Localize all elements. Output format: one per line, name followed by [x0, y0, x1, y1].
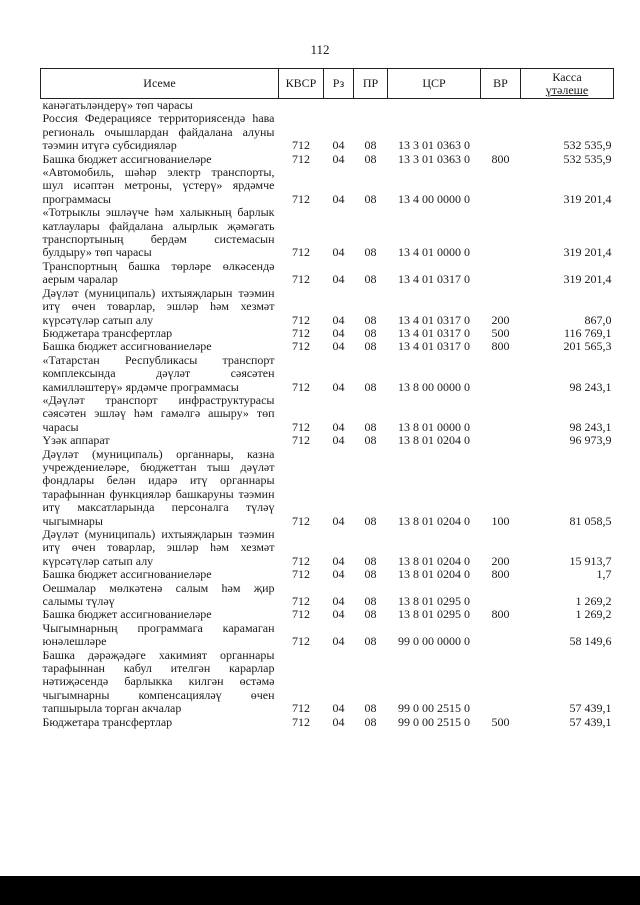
cell-pr: 08	[364, 567, 377, 582]
cell-pr: 08	[364, 312, 377, 327]
cell-vr	[481, 394, 521, 434]
cell-csr: 13 4 00 0000 0	[398, 191, 470, 206]
cell-csr	[388, 99, 481, 113]
cell-kvsr: 712	[292, 325, 310, 340]
cell-name: Башка бюджет ассигнованиеләре	[42, 567, 212, 582]
cell-amount: 319 201,4	[563, 245, 612, 260]
cell-kvsr: 712	[292, 312, 310, 327]
cell-vr	[481, 582, 521, 609]
cell-pr: 08	[364, 553, 377, 568]
cell-pr: 08	[364, 339, 377, 354]
cell-name: Башка бюджет ассигнованиеләре	[42, 151, 212, 166]
cell-vr	[481, 260, 521, 287]
cell-kvsr: 712	[292, 138, 310, 153]
cell-name: Оешмалар мөлкәтенә салым һәм җир салымы түләү	[42, 580, 275, 609]
cell-kvsr: 712	[292, 513, 310, 528]
table-row	[41, 206, 614, 260]
table-row	[41, 340, 614, 353]
cell-amount: 57 439,1	[569, 701, 612, 716]
table-header	[41, 69, 614, 99]
cell-rz: 04	[332, 151, 345, 166]
cell-amount: 201 565,3	[563, 339, 612, 354]
cell-amount: 58 149,6	[569, 634, 612, 649]
cell-vr: 500	[491, 714, 510, 729]
cell-rz: 04	[332, 379, 345, 394]
cell-name: Башка дәрәҗәдәге хакимият органнары тарафыннан кабул ителгән карарлар нәтиҗәсендә барлыкка килгән өстәмә чыгымнарны компенсацияләү өчен тапшырыла торган акчалар	[42, 647, 275, 716]
cell-vr: 500	[491, 325, 510, 340]
cell-csr: 13 4 01 0000 0	[398, 245, 470, 260]
cell-name: «Тотрыклы эшләүче һәм халыкның барлык катлаулары файдалана алырлык җәмәгать транспортының бердәм системасын булдыру» төп чарасы	[42, 205, 275, 260]
cell-csr: 99 0 00 2515 0	[398, 714, 470, 729]
cell-pr: 08	[364, 191, 377, 206]
cell-kvsr: 712	[292, 339, 310, 354]
cell-name: Бюджетара трансфертлар	[42, 325, 173, 340]
cell-vr	[481, 622, 521, 649]
cell-vr	[481, 99, 521, 113]
cell-csr: 99 0 00 0000 0	[398, 634, 470, 649]
cell-rz: 04	[332, 567, 345, 582]
cell-amount: 98 243,1	[569, 379, 612, 394]
cell-kvsr: 712	[292, 191, 310, 206]
cell-vr	[481, 206, 521, 260]
table-row	[41, 112, 614, 152]
cell-amount: 1 269,2	[575, 607, 612, 622]
cell-rz: 04	[332, 607, 345, 622]
cell-name: Дәүләт (муниципаль) органнары, казна учреждениеләре, бюджеттан тыш дәүләт фондлары белән идарә итү органнары тарафыннан функцияләр башкаруны тәэмин итү максатларында персоналга түләү чыгымнары	[42, 446, 275, 528]
cell-kvsr: 712	[292, 714, 310, 729]
table-row	[41, 448, 614, 528]
table-row	[41, 434, 614, 447]
table-row	[41, 394, 614, 434]
cell-rz: 04	[332, 419, 345, 434]
cell-vr: 200	[491, 312, 510, 327]
cell-rz	[324, 99, 354, 113]
cell-csr: 13 8 01 0204 0	[398, 433, 470, 448]
cell-rz: 04	[332, 634, 345, 649]
cell-csr: 13 3 01 0363 0	[398, 151, 470, 166]
cell-pr: 08	[364, 419, 377, 434]
cell-pr: 08	[364, 607, 377, 622]
column-header-kassa-line2: үтәлеше	[545, 82, 589, 97]
cell-pr	[354, 99, 388, 113]
cell-vr: 100	[491, 513, 510, 528]
cell-vr: 800	[491, 567, 510, 582]
column-header-name: Исеме	[41, 69, 279, 99]
cell-kvsr: 712	[292, 607, 310, 622]
cell-csr: 13 8 01 0000 0	[398, 419, 470, 434]
cell-rz: 04	[332, 594, 345, 609]
cell-name: Үзәк аппарат	[42, 433, 110, 448]
cell-vr	[481, 112, 521, 152]
cell-csr: 13 8 01 0204 0	[398, 553, 470, 568]
cell-pr: 08	[364, 433, 377, 448]
cell-name: Башка бюджет ассигнованиеләре	[42, 607, 212, 622]
cell-kvsr: 712	[292, 379, 310, 394]
table-row	[41, 608, 614, 621]
cell-name: канәгатьләндерү» төп чарасы	[42, 98, 193, 112]
cell-kvsr: 712	[292, 419, 310, 434]
table-row	[41, 99, 614, 113]
cell-vr	[481, 434, 521, 447]
table-row	[41, 354, 614, 394]
table-row	[41, 166, 614, 206]
cell-rz: 04	[332, 339, 345, 354]
cell-amount: 1 269,2	[575, 594, 612, 609]
cell-rz: 04	[332, 325, 345, 340]
budget-table	[40, 68, 614, 729]
table-row	[41, 622, 614, 649]
cell-kvsr	[279, 99, 324, 113]
column-header-csr: ЦСР	[388, 69, 481, 99]
cell-kvsr: 712	[292, 245, 310, 260]
cell-amount: 319 201,4	[563, 272, 612, 287]
cell-csr: 13 8 01 0204 0	[398, 567, 470, 582]
column-header-kassa	[521, 69, 614, 99]
cell-vr: 800	[491, 339, 510, 354]
cell-amount: 319 201,4	[563, 191, 612, 206]
cell-vr	[481, 649, 521, 716]
cell-name: Башка бюджет ассигнованиеләре	[42, 339, 212, 354]
cell-name: «Татарстан Республикасы транспорт комплексында дәүләт сәясәтен камилләштерү» ярдәмче программасы	[42, 352, 275, 394]
cell-csr: 13 3 01 0363 0	[398, 138, 470, 153]
cell-rz: 04	[332, 245, 345, 260]
page-number: 112	[310, 42, 330, 57]
cell-rz: 04	[332, 191, 345, 206]
table-row	[41, 260, 614, 287]
table-row	[41, 153, 614, 166]
cell-kvsr: 712	[292, 553, 310, 568]
cell-name: Транспортның башка төрләре өлкәсендә аерым чаралар	[42, 258, 275, 287]
cell-pr: 08	[364, 634, 377, 649]
cell-csr: 13 8 00 0000 0	[398, 379, 470, 394]
cell-rz: 04	[332, 701, 345, 716]
cell-csr: 13 4 01 0317 0	[398, 325, 470, 340]
cell-amount	[521, 99, 614, 113]
cell-rz: 04	[332, 553, 345, 568]
column-header-vr: ВР	[481, 69, 521, 99]
cell-kvsr: 712	[292, 433, 310, 448]
cell-csr: 13 8 01 0295 0	[398, 607, 470, 622]
table-row	[41, 716, 614, 729]
cell-amount: 81 058,5	[569, 513, 612, 528]
cell-vr	[481, 166, 521, 206]
cell-name: Россия Федерациясе территориясендә һава региональ очышлардан файдалана алуны тәэмин итүгә субсидияләр	[42, 111, 275, 153]
column-header-rz: Рз	[324, 69, 354, 99]
cell-rz: 04	[332, 272, 345, 287]
cell-name: Чыгымнарның программага карамаган юнәлешләре	[42, 620, 275, 649]
cell-pr: 08	[364, 272, 377, 287]
cell-csr: 13 4 01 0317 0	[398, 272, 470, 287]
cell-kvsr: 712	[292, 701, 310, 716]
cell-vr: 800	[491, 607, 510, 622]
cell-rz: 04	[332, 312, 345, 327]
cell-rz: 04	[332, 714, 345, 729]
table-row	[41, 649, 614, 716]
cell-kvsr: 712	[292, 151, 310, 166]
cell-pr: 08	[364, 138, 377, 153]
cell-pr: 08	[364, 151, 377, 166]
cell-csr: 99 0 00 2515 0	[398, 701, 470, 716]
cell-rz: 04	[332, 433, 345, 448]
cell-amount: 57 439,1	[569, 714, 612, 729]
cell-amount: 116 769,1	[563, 325, 612, 340]
column-header-kassa-line1: Касса	[552, 69, 582, 84]
cell-csr: 13 4 01 0317 0	[398, 312, 470, 327]
cell-kvsr: 712	[292, 594, 310, 609]
cell-csr: 13 8 01 0295 0	[398, 594, 470, 609]
cell-name: Бюджетара трансфертлар	[42, 714, 173, 729]
table-row	[41, 528, 614, 568]
table-body	[41, 99, 614, 730]
cell-csr: 13 4 01 0317 0	[398, 339, 470, 354]
cell-rz: 04	[332, 138, 345, 153]
cell-name: Дәүләт (муниципаль) ихтыяҗларын тәэмин итү өчен товарлар, эшләр һәм хезмәт күрсәтүләр сатып алу	[42, 285, 275, 327]
cell-pr: 08	[364, 594, 377, 609]
table-row	[41, 582, 614, 609]
cell-pr: 08	[364, 701, 377, 716]
cell-amount: 867,0	[584, 312, 612, 327]
cell-amount: 98 243,1	[569, 419, 612, 434]
cell-csr: 13 8 01 0204 0	[398, 513, 470, 528]
cell-pr: 08	[364, 513, 377, 528]
cell-pr: 08	[364, 325, 377, 340]
scan-border	[0, 876, 640, 905]
cell-pr: 08	[364, 714, 377, 729]
cell-pr: 08	[364, 379, 377, 394]
cell-amount: 96 973,9	[569, 433, 612, 448]
cell-vr	[481, 354, 521, 394]
cell-name: Дәүләт (муниципаль) ихтыяҗларын тәэмин итү өчен товарлар, эшләр һәм хезмәт күрсәтүләр сатып алу	[42, 527, 275, 568]
cell-name: «Дәүләт транспорт инфраструктурасы сәясәтен эшләү һәм гамәлгә ашыру» төп чарасы	[42, 392, 275, 434]
cell-kvsr: 712	[292, 272, 310, 287]
table-row	[41, 287, 614, 327]
cell-kvsr: 712	[292, 634, 310, 649]
cell-rz: 04	[332, 513, 345, 528]
cell-vr: 800	[491, 151, 510, 166]
cell-amount: 532 535,9	[563, 138, 612, 153]
cell-pr: 08	[364, 245, 377, 260]
cell-vr: 200	[491, 553, 510, 568]
cell-amount: 15 913,7	[569, 553, 612, 568]
table-row	[41, 327, 614, 340]
cell-name: «Автомобиль, шәһәр электр транспорты, шул исәптән метроны, үстерү» ярдәмче программасы	[42, 165, 275, 206]
cell-kvsr: 712	[292, 567, 310, 582]
cell-amount: 1,7	[596, 567, 612, 582]
cell-amount: 532 535,9	[563, 151, 612, 166]
table-row	[41, 568, 614, 581]
column-header-pr: ПР	[354, 69, 388, 99]
column-header-kvsr: КВСР	[279, 69, 324, 99]
